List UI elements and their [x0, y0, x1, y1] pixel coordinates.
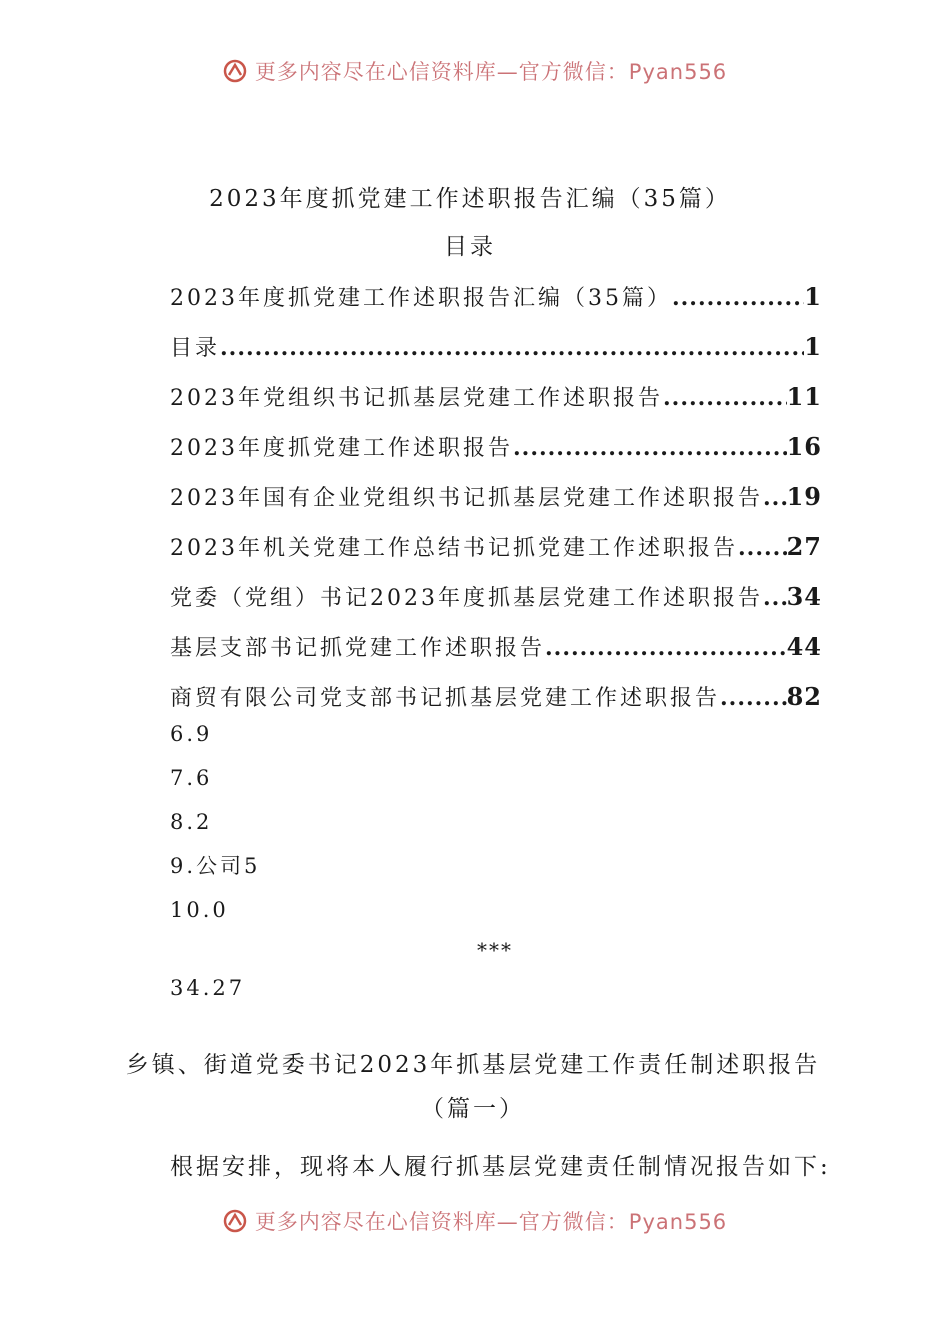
fragment-line: 9.公司5: [170, 854, 261, 878]
watermark-text: 更多内容尽在心信资料库—官方微信：Pyan556: [254, 1210, 728, 1234]
toc-entry-page: 11: [786, 382, 822, 411]
toc-entry-page: 82: [786, 682, 822, 711]
toc-entry-title: 2023年国有企业党组织书记抓基层党建工作述职报告: [170, 486, 763, 511]
toc-dot-leader: [545, 623, 787, 672]
fragment-line: 10.0: [170, 898, 229, 922]
fragment-after-separator: 34.27: [170, 976, 246, 1000]
red-logo-icon: [223, 1209, 247, 1233]
fragment-line: 6.9: [170, 722, 213, 746]
toc-dot-leader: [763, 473, 787, 522]
toc-entry-title: 目录: [170, 336, 221, 361]
toc-entry[interactable]: [170, 472, 822, 522]
toc-entry-title: 基层支部书记抓党建工作述职报告: [170, 636, 546, 661]
body-paragraph: 根据安排，现将本人履行抓基层党建责任制情况报告如下:: [170, 1154, 831, 1180]
toc-dot-leader: [220, 323, 804, 372]
toc-entry[interactable]: [170, 422, 822, 472]
toc-dot-leader: [672, 273, 804, 322]
toc-entry-page: 34: [786, 582, 822, 611]
toc-entry-page: 16: [786, 432, 822, 461]
toc-entry-title: 党委（党组）书记2023年度抓基层党建工作述职报告: [170, 586, 763, 611]
watermark-text: 更多内容尽在心信资料库—官方微信：Pyan556: [254, 60, 728, 84]
toc-dot-leader: [738, 523, 787, 572]
toc-entry-page: 1: [804, 332, 822, 361]
toc-entry[interactable]: [170, 272, 822, 322]
section-separator: ***: [477, 938, 513, 962]
toc-entry-page: 44: [786, 632, 822, 661]
toc-entry[interactable]: [170, 672, 822, 722]
fragment-line: 8.2: [170, 810, 213, 834]
table-of-contents: [170, 272, 822, 722]
toc-entry-page: 1: [804, 282, 822, 311]
toc-dot-leader: [513, 423, 787, 472]
watermark-footer: [0, 1206, 950, 1236]
toc-entry[interactable]: [170, 572, 822, 622]
document-title: 2023年度抓党建工作述职报告汇编（35篇）: [209, 186, 731, 212]
watermark-header: [0, 56, 950, 86]
toc-dot-leader: [663, 373, 787, 422]
toc-entry-title: 2023年机关党建工作总结书记抓党建工作述职报告: [170, 536, 738, 561]
fragment-line: 7.6: [170, 766, 213, 790]
section-subtitle: （篇一）: [421, 1096, 525, 1122]
toc-entry-page: 27: [786, 532, 822, 561]
numbered-fragments: [170, 712, 260, 932]
red-logo-icon: [223, 59, 247, 83]
toc-entry-title: 商贸有限公司党支部书记抓基层党建工作述职报告: [170, 686, 721, 711]
section-title: 乡镇、街道党委书记2023年抓基层党建工作责任制述职报告: [125, 1052, 821, 1078]
toc-entry-title: 2023年度抓党建工作述职报告汇编（35篇）: [170, 286, 672, 311]
toc-entry[interactable]: [170, 372, 822, 422]
toc-heading: 目录: [444, 234, 496, 260]
toc-entry[interactable]: [170, 522, 822, 572]
toc-entry-page: 19: [786, 482, 822, 511]
toc-dot-leader: [763, 573, 787, 622]
toc-dot-leader: [720, 673, 787, 722]
toc-entry[interactable]: [170, 322, 822, 372]
toc-entry-title: 2023年度抓党建工作述职报告: [170, 436, 513, 461]
toc-entry[interactable]: [170, 622, 822, 672]
toc-entry-title: 2023年党组织书记抓基层党建工作述职报告: [170, 386, 663, 411]
